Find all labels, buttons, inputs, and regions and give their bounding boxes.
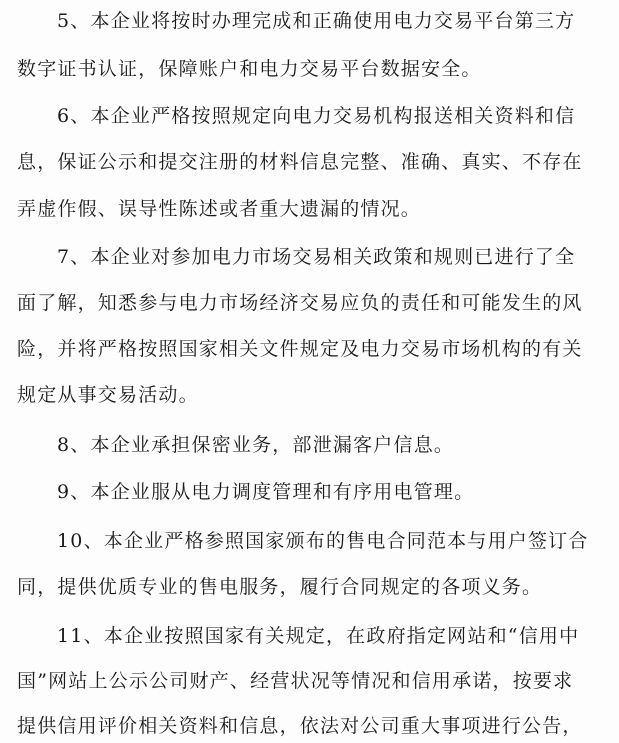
- paragraph-6-line-2: 息，保证公示和提交注册的材料信息完整、准确、真实、不存在: [17, 151, 583, 173]
- paragraph-11-line-3: 提供信用评价相关资料和信息，依法对公司重大事项进行公告，: [17, 715, 583, 737]
- paragraph-10-line-1: 10、本企业严格参照国家颁布的售电合同范本与用户签订合: [57, 530, 589, 552]
- paragraph-11-line-1: 11、本企业按照国家有关规定，在政府指定网站和“信用中: [57, 625, 580, 647]
- paragraph-5-line-2: 数字证书认证，保障账户和电力交易平台数据安全。: [17, 58, 482, 80]
- paragraph-5-line-1: 5、本企业将按时办理完成和正确使用电力交易平台第三方: [57, 10, 576, 32]
- paragraph-8-line-1: 8、本企业承担保密业务，部泄漏客户信息。: [57, 434, 455, 456]
- paragraph-11-line-2: 国”网站上公示公司财产、经营状况等情况和信用承诺，按要求: [17, 670, 574, 692]
- paragraph-7-line-3: 险，并将严格按照国家相关文件规定及电力交易市场机构的有关: [17, 338, 583, 360]
- paragraph-6-line-1: 6、本企业严格按照规定向电力交易机构报送相关资料和信: [57, 105, 576, 127]
- paragraph-10-line-2: 同，提供优质专业的售电服务，履行合同规定的各项义务。: [17, 576, 543, 598]
- paragraph-7-line-4: 规定从事交易活动。: [17, 384, 199, 406]
- paragraph-7-line-2: 面了解，知悉参与电力市场经济交易应负的责任和可能发生的风: [17, 292, 583, 314]
- paragraph-9-line-1: 9、本企业服从电力调度管理和有序用电管理。: [57, 481, 475, 503]
- paragraph-6-line-3: 弄虚作假、误导性陈述或者重大遗漏的情况。: [17, 198, 422, 220]
- paragraph-7-line-1: 7、本企业对参加电力市场交易相关政策和规则已进行了全: [57, 246, 576, 268]
